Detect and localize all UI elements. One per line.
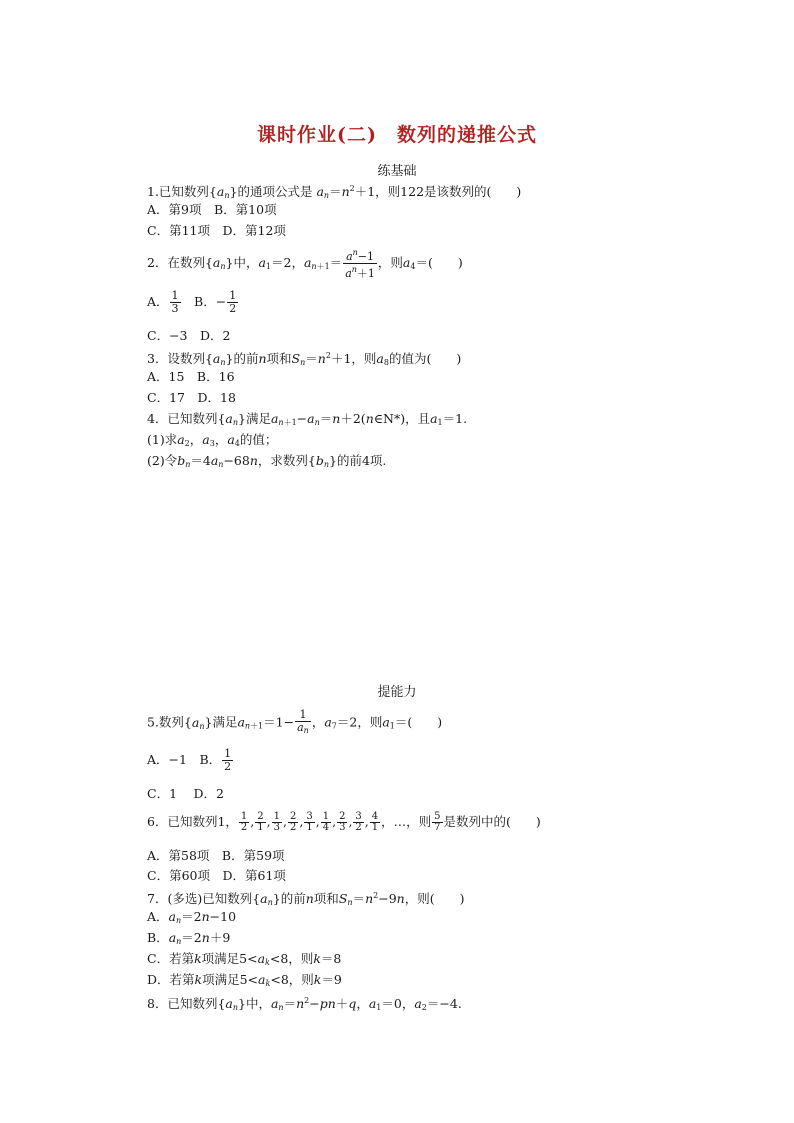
question-6-options-ab: A．第58项 B．第59项 (147, 848, 285, 863)
question-7: 7．(多选)已知数列$\{a_n\}$的前n项和$S_n=n^2-9n$，则( ) (147, 891, 465, 907)
question-8: 8．已知数列$\{a_n\}$中，$a_n=n^2-pn+q$，$a_1=0$，$a_2=-4$. (147, 996, 462, 1012)
section-heading-basic: 练基础 (377, 164, 417, 179)
question-5-options-ab: A．−1 B． $\frac{1}{2}$ (147, 747, 232, 773)
question-4-part-1: (1)求$a_2$，$a_3$，$a_4$的值； (147, 432, 278, 448)
question-2-fraction: $\frac{a^n-1}{a^n+1}$ (345, 248, 375, 280)
question-7-option-d: D．若第k项满足$5<a_k<8$，则k＝9 (147, 972, 342, 988)
question-7-option-c: C．若第k项满足$5<a_k<8$，则k＝8 (147, 951, 342, 967)
question-1-options-ab: A．第9项 B．第10项 (147, 202, 277, 217)
question-4: 4．已知数列$\{a_n\}$满足$a_{n+1}-a_n=n+2(n\in N*)$，且$a_1=1$. (147, 411, 468, 427)
question-3-options-cd: C．17 D．18 (147, 390, 236, 405)
question-7-option-b: B．$a_n=2n+9$ (147, 930, 231, 946)
question-1: 1.已知数列$\{a_n\}$的通项公式是 $a_n=n^2+1$，则122是该数列的( ) (147, 184, 522, 200)
page-title: 课时作业(二) 数列的递推公式 (257, 124, 537, 146)
question-1-options-cd: C．第11项 D．第12项 (147, 223, 286, 238)
question-2-options-ab: A． $\frac{1}{3}$ B．− $\frac{1}{2}$ (147, 289, 237, 315)
question-2: 2．在数列$\{a_n\}$中，$a_1=2$，$a_{n+1}=$ $\frac{a^n-1}{a^n+1}$ ，则$a_4=$( ) (147, 248, 463, 280)
question-5: 5.数列$\{a_n\}$满足$a_{n+1}=1-$ $\frac{1}{a_n}$ ，$a_7=2$，则$a_1=$( ) (147, 708, 443, 735)
question-3: 3．设数列$\{a_n\}$的前n项和$S_n=n^2+1$，则$a_8$的值为( ) (147, 351, 462, 367)
question-5-options-cd: C．1 D．2 (147, 786, 224, 801)
question-2-options-cd: C．−3 D．2 (147, 328, 231, 343)
question-6: 6．已知数列1， $\frac{1}{2}$ , $\frac{2}{1}$ , $\frac{1}{3}$ , $\frac{2}{2}$ , $\frac{3}{1}$ , $\frac{1}{4}$ , $\frac{2}{3}$ , $\frac{3}{2}$ , $\frac{4}{1}$ ，…，则 $\frac{5}{7}$ 是数列中的( ) (147, 811, 541, 833)
question-4-part-2: (2)令$b_n=4a_n-68n$，求数列$\{b_n\}$的前4项. (147, 453, 387, 469)
question-7-option-a: A．$a_n=2n-10$ (147, 909, 237, 925)
section-heading-advanced: 提能力 (377, 685, 417, 700)
question-3-options-ab: A．15 B．16 (147, 369, 235, 384)
question-6-options-cd: C．第60项 D．第61项 (147, 868, 286, 883)
